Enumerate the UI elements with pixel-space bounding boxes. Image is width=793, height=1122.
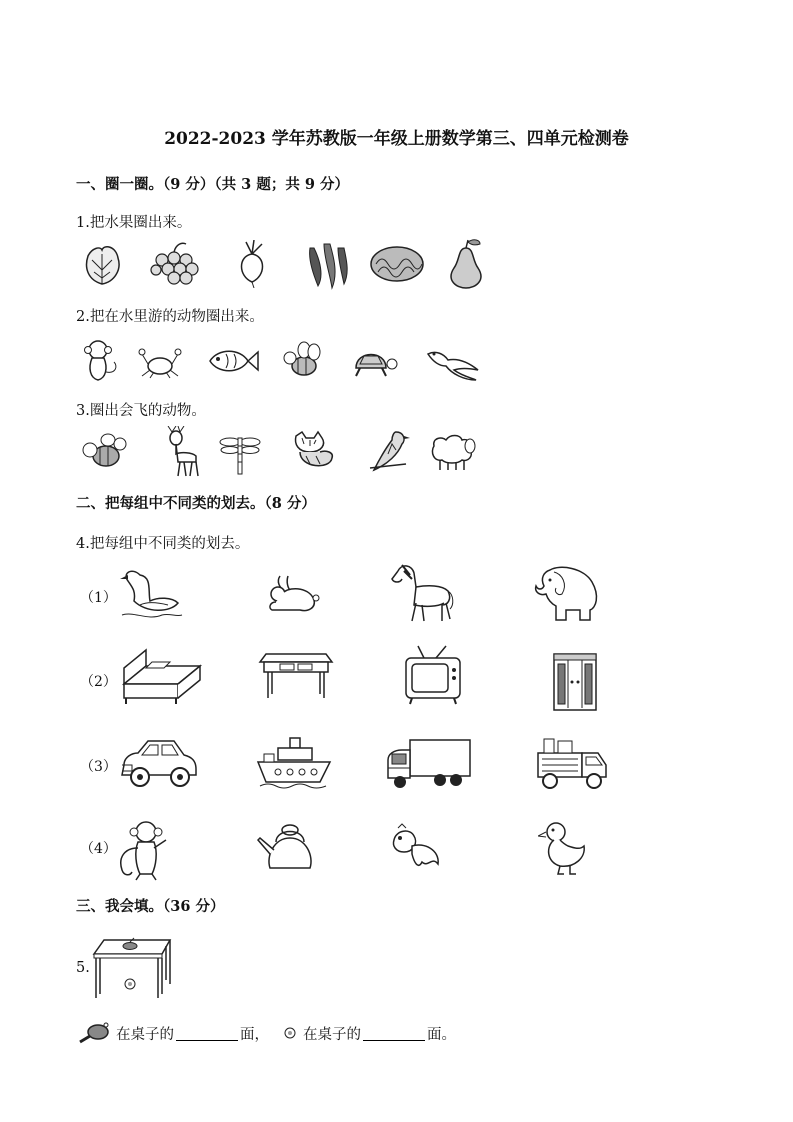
dragonfly-icon[interactable] xyxy=(218,430,262,476)
monkey-icon[interactable] xyxy=(114,818,172,882)
bed-icon[interactable] xyxy=(120,644,206,708)
duckling-icon[interactable] xyxy=(538,820,590,878)
question-2-text: 2.把在水里游的动物圈出来。 xyxy=(76,309,264,325)
tv-icon[interactable] xyxy=(402,644,466,706)
question-4-text: 4.把每组中不同类的划去。 xyxy=(76,536,250,552)
fill-text-2: 面， xyxy=(240,1026,269,1043)
turtle-icon[interactable] xyxy=(346,344,398,380)
answer-blank-1[interactable] xyxy=(176,1026,238,1041)
group-2-label: （2） xyxy=(80,674,117,690)
group-1-label: （1） xyxy=(80,590,117,606)
grapes-icon[interactable] xyxy=(148,238,204,288)
car-icon[interactable] xyxy=(118,735,200,789)
bee-icon[interactable] xyxy=(280,340,326,382)
monkey-icon[interactable] xyxy=(78,338,122,384)
crab-icon[interactable] xyxy=(138,344,182,380)
rabbit-icon[interactable] xyxy=(262,572,320,614)
section-1-heading: 一、圈一圈。（9 分）（共 3 题；共 9 分） xyxy=(76,176,350,193)
goldfish-icon[interactable] xyxy=(384,822,444,874)
sheep-icon[interactable] xyxy=(424,432,478,472)
section-2-heading: 二、把每组中不同类的划去。（8 分） xyxy=(76,495,316,512)
table-icon xyxy=(90,936,174,1000)
fill-text-3: 在桌子的 xyxy=(303,1026,361,1043)
watermelon-icon[interactable] xyxy=(368,244,426,284)
elephant-icon[interactable] xyxy=(530,562,602,624)
horse-icon[interactable] xyxy=(388,561,456,627)
section-3-heading: 三、我会填。（36 分） xyxy=(76,898,225,915)
pear-icon[interactable] xyxy=(444,236,488,290)
answer-blank-2[interactable] xyxy=(363,1026,425,1041)
question-3-text: 3.圈出会飞的动物。 xyxy=(76,403,206,419)
radish-icon[interactable] xyxy=(232,240,272,288)
desk-icon[interactable] xyxy=(258,650,334,702)
page-title: 2022-2023 学年苏教版一年级上册数学第三、四单元检测卷 xyxy=(164,129,629,149)
deer-icon[interactable] xyxy=(158,426,202,478)
bird-icon[interactable] xyxy=(366,426,410,476)
ship-icon[interactable] xyxy=(256,736,332,792)
wardrobe-icon[interactable] xyxy=(550,650,602,712)
fill-text-1: 在桌子的 xyxy=(116,1026,174,1043)
fill-in-row xyxy=(78,1022,456,1044)
question-1-text: 1.把水果圈出来。 xyxy=(76,215,192,231)
paddle-icon xyxy=(78,1022,110,1044)
bee-icon[interactable] xyxy=(80,432,130,472)
dump-truck-icon[interactable] xyxy=(534,735,610,791)
peppers-icon[interactable] xyxy=(300,240,352,290)
truck-icon[interactable] xyxy=(384,738,474,792)
fill-text-4: 面。 xyxy=(427,1026,456,1043)
question-5-number: 5. xyxy=(76,960,90,976)
group-3-label: （3） xyxy=(80,759,117,775)
kettle-icon[interactable] xyxy=(256,822,316,874)
fish-icon[interactable] xyxy=(206,344,260,378)
cat-icon[interactable] xyxy=(290,430,340,474)
ball-icon xyxy=(283,1026,297,1040)
swan-icon[interactable] xyxy=(118,563,184,623)
swallow-icon[interactable] xyxy=(422,340,480,382)
cabbage-icon[interactable] xyxy=(78,240,126,288)
group-4-label: （4） xyxy=(80,841,117,857)
